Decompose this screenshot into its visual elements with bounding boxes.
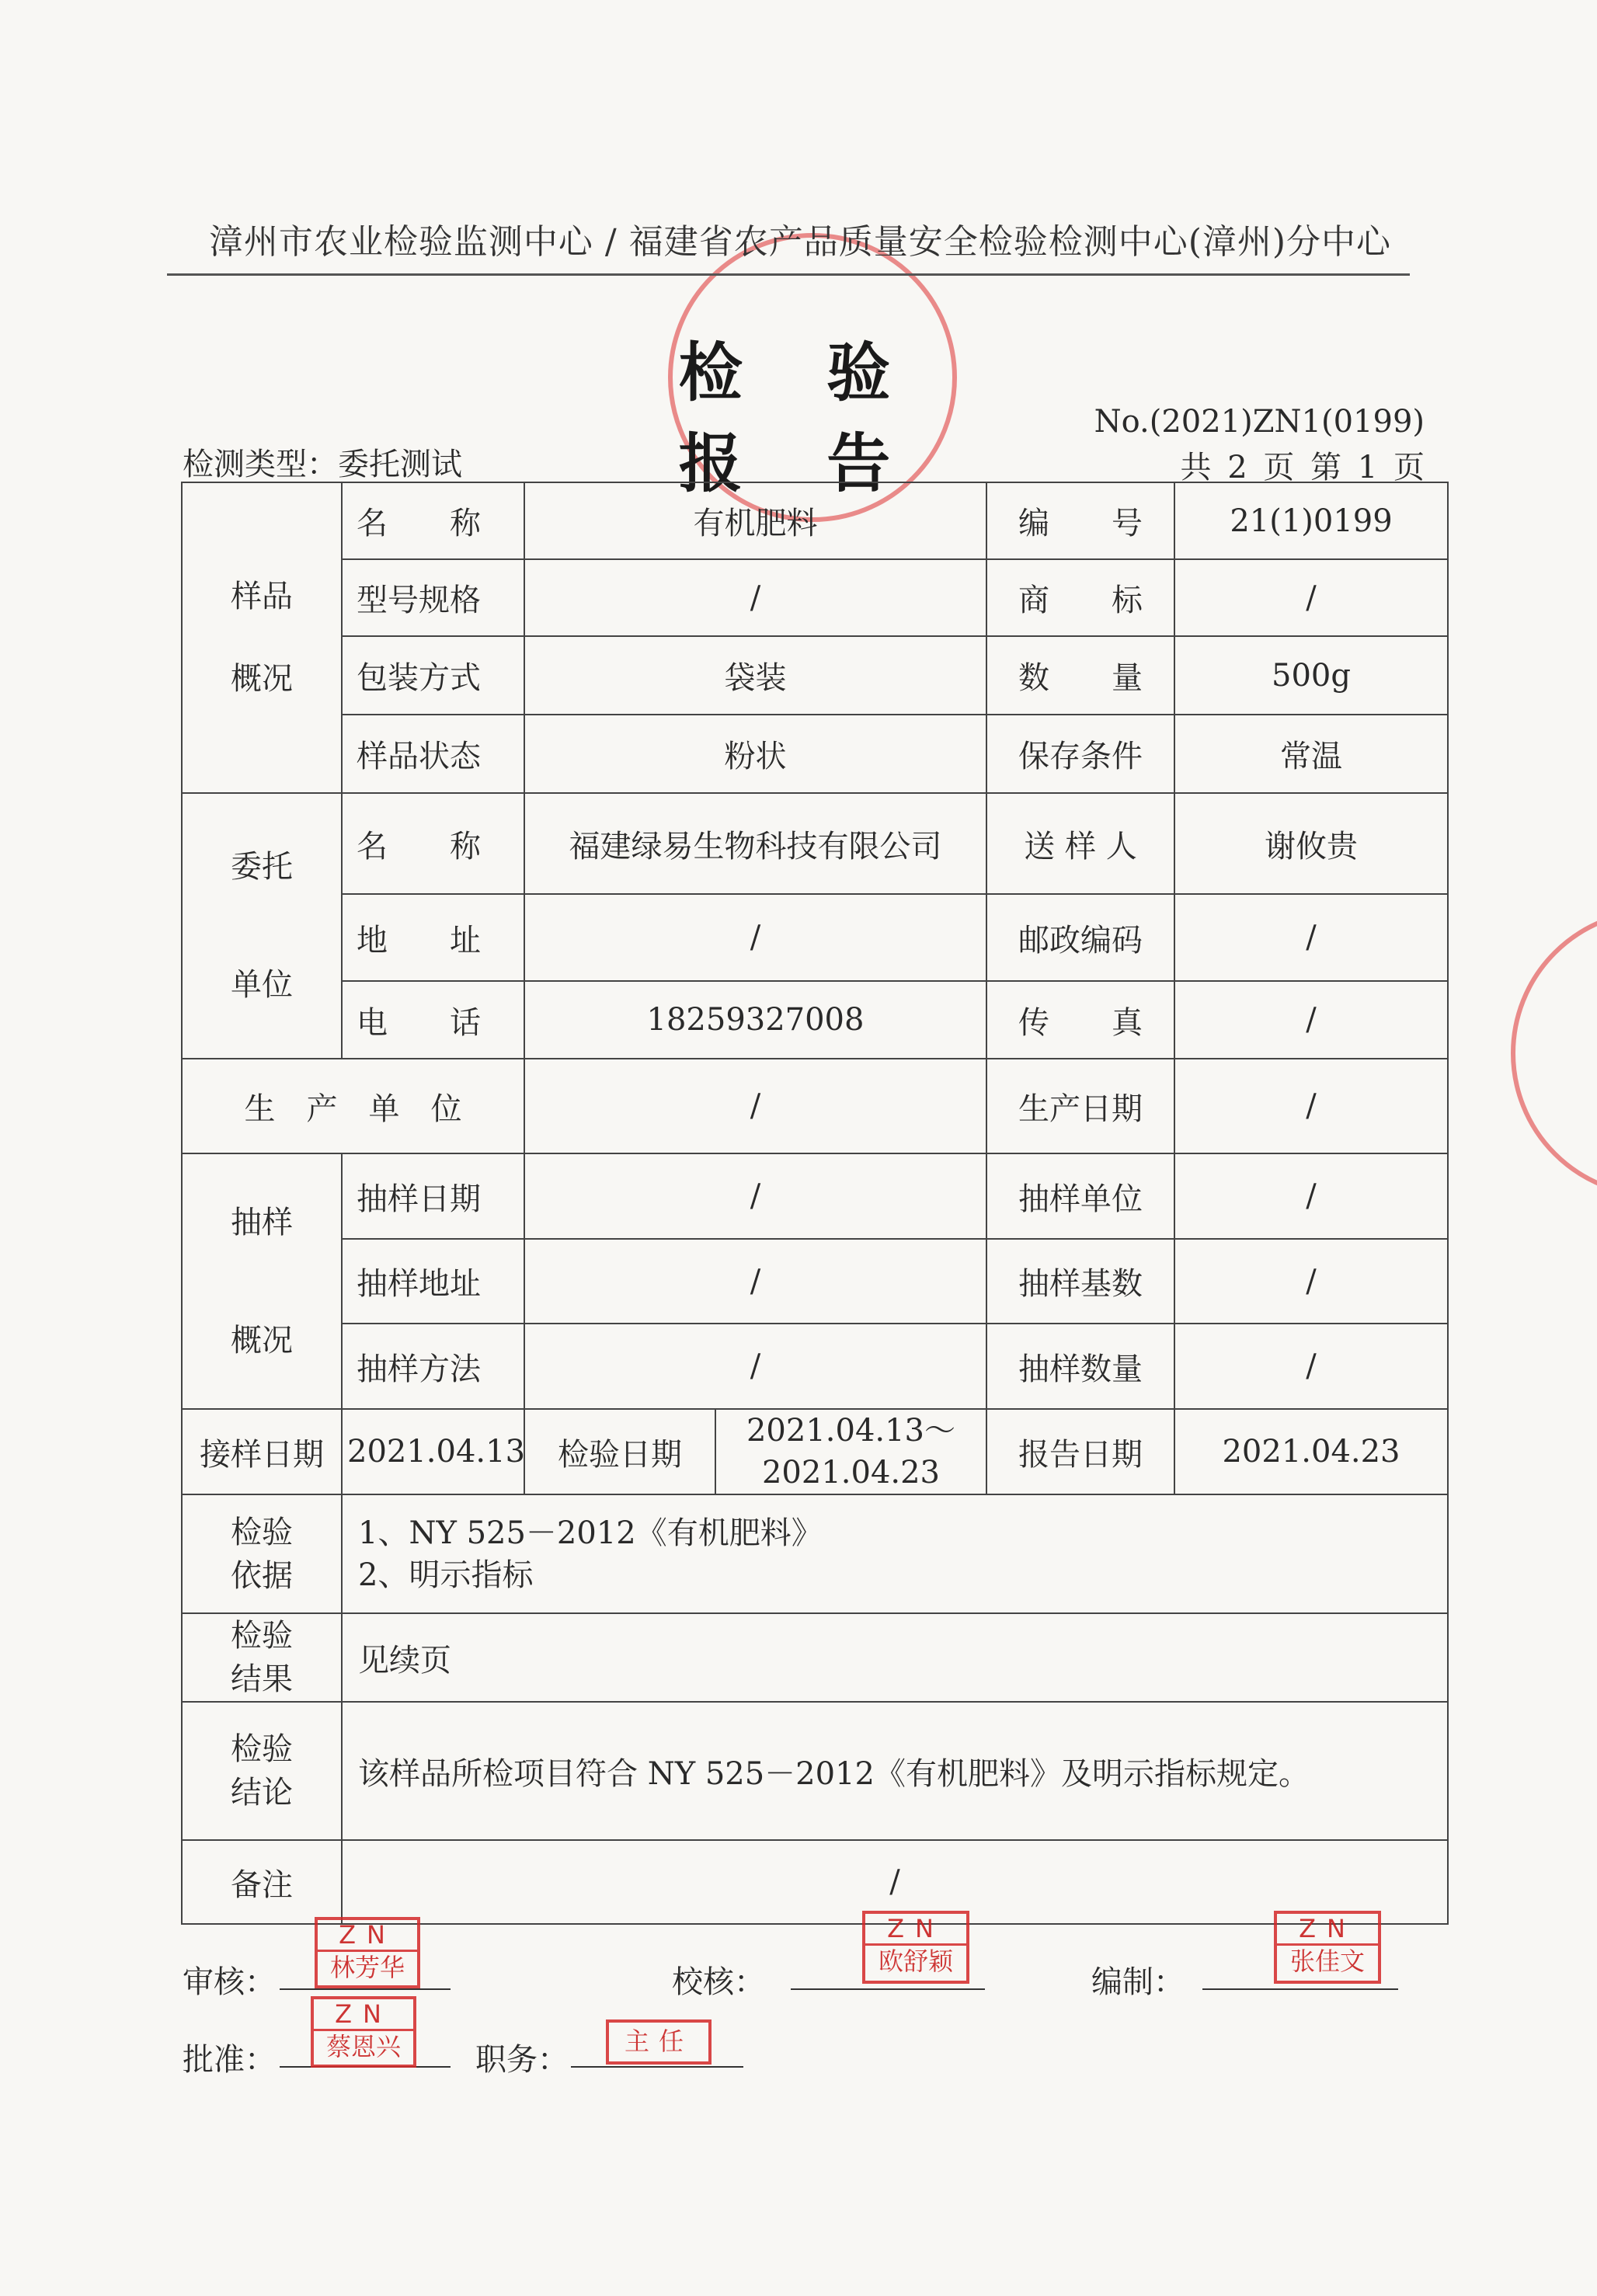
phone-value: 18259327008 bbox=[524, 981, 986, 1059]
sampling-method-label: 抽样方法 bbox=[342, 1324, 524, 1409]
fax-label: 传 真 bbox=[986, 981, 1174, 1059]
basis-label: 检验 依据 bbox=[182, 1494, 342, 1613]
reviewer-stamp: ZN 林芳华 bbox=[315, 1917, 420, 1988]
production-unit-label: 生 产 单 位 bbox=[182, 1059, 524, 1153]
address-value: / bbox=[524, 894, 986, 981]
brand-label: 商 标 bbox=[986, 559, 1174, 636]
checker-stamp: ZN 欧舒颖 bbox=[862, 1911, 969, 1984]
sample-no: 21(1)0199 bbox=[1174, 482, 1448, 559]
test-type: 检测类型：委托测试 bbox=[183, 447, 462, 482]
official-seal-edge bbox=[1511, 909, 1597, 1198]
conclusion-label: 检验 结论 bbox=[182, 1702, 342, 1840]
compile-line bbox=[1202, 1988, 1398, 1990]
production-date-label: 生产日期 bbox=[986, 1059, 1174, 1153]
report-date-label: 报告日期 bbox=[986, 1409, 1174, 1494]
sampling-address-value: / bbox=[524, 1239, 986, 1324]
quantity-value: 500g bbox=[1174, 636, 1448, 715]
receive-date-label: 接样日期 bbox=[182, 1409, 342, 1494]
sampling-unit-value: / bbox=[1174, 1153, 1448, 1239]
check-line bbox=[791, 1988, 985, 1990]
conclusion-content: 该样品所检项目符合 NY 525－2012《有机肥料》及明示指标规定。 bbox=[342, 1702, 1448, 1840]
client-name: 福建绿易生物科技有限公司 bbox=[524, 793, 986, 894]
brand-value: / bbox=[1174, 559, 1448, 636]
packing-value: 袋装 bbox=[524, 636, 986, 715]
quantity-label: 数 量 bbox=[986, 636, 1174, 715]
sampling-base-value: / bbox=[1174, 1239, 1448, 1324]
test-date-label: 检验日期 bbox=[524, 1409, 715, 1494]
basis-content: 1、NY 525－2012《有机肥料》 2、明示指标 bbox=[342, 1494, 1448, 1613]
org-header: 漳州市农业检验监测中心 / 福建省农产品质量安全检验检测中心(漳州)分中心 bbox=[208, 222, 1392, 262]
report-table bbox=[181, 482, 1449, 1925]
sampling-base-label: 抽样基数 bbox=[986, 1239, 1174, 1324]
state-value: 粉状 bbox=[524, 715, 986, 793]
storage-value: 常温 bbox=[1174, 715, 1448, 793]
model-value: / bbox=[524, 559, 986, 636]
sample-name: 有机肥料 bbox=[524, 482, 986, 559]
result-content: 见续页 bbox=[342, 1613, 1448, 1702]
test-date-value: 2021.04.13～ 2021.04.23 bbox=[715, 1409, 986, 1494]
sampling-qty-label: 抽样数量 bbox=[986, 1324, 1174, 1409]
production-date-value: / bbox=[1174, 1059, 1448, 1153]
postcode-value: / bbox=[1174, 894, 1448, 981]
receive-date-value: 2021.04.13 bbox=[342, 1409, 524, 1494]
position-label: 职务： bbox=[475, 2042, 569, 2078]
client-group-label: 委托 单位 bbox=[182, 793, 342, 1059]
postcode-label: 邮政编码 bbox=[986, 894, 1174, 981]
sample-group-label: 样品 概况 bbox=[182, 482, 342, 793]
sampling-address-label: 抽样地址 bbox=[342, 1239, 524, 1324]
remark-content: / bbox=[342, 1840, 1448, 1924]
fax-value: / bbox=[1174, 981, 1448, 1059]
report-number: No.(2021)ZN1(0199) bbox=[1094, 404, 1425, 440]
remark-label: 备注 bbox=[182, 1840, 342, 1924]
position-line bbox=[571, 2066, 743, 2068]
storage-label: 保存条件 bbox=[986, 715, 1174, 793]
production-unit-value: / bbox=[524, 1059, 986, 1153]
result-label: 检验 结果 bbox=[182, 1613, 342, 1702]
compiler-stamp: ZN 张佳文 bbox=[1274, 1911, 1381, 1984]
sampling-method-value: / bbox=[524, 1324, 986, 1409]
sample-name-label: 名 称 bbox=[342, 482, 524, 559]
sample-no-label: 编 号 bbox=[986, 482, 1174, 559]
address-label: 地 址 bbox=[342, 894, 524, 981]
compile-label: 编制： bbox=[1091, 1964, 1185, 2000]
position-stamp: 主任 bbox=[606, 2019, 712, 2065]
review-label: 审核： bbox=[183, 1964, 276, 2000]
sampling-date-value: / bbox=[524, 1153, 986, 1239]
review-line bbox=[280, 1988, 451, 1990]
client-name-label: 名 称 bbox=[342, 793, 524, 894]
phone-label: 电 话 bbox=[342, 981, 524, 1059]
sampling-unit-label: 抽样单位 bbox=[986, 1153, 1174, 1239]
model-label: 型号规格 bbox=[342, 559, 524, 636]
header-divider bbox=[167, 273, 1410, 276]
sender-value: 谢攸贵 bbox=[1174, 793, 1448, 894]
report-date-value: 2021.04.23 bbox=[1174, 1409, 1448, 1494]
sampling-date-label: 抽样日期 bbox=[342, 1153, 524, 1239]
report-title: 检 验 报 告 bbox=[678, 336, 922, 501]
sender-label: 送 样 人 bbox=[986, 793, 1174, 894]
sampling-qty-value: / bbox=[1174, 1324, 1448, 1409]
approver-stamp: ZN 蔡恩兴 bbox=[311, 1996, 416, 2068]
page-count: 共 2 页 第 1 页 bbox=[1180, 450, 1425, 485]
packing-label: 包装方式 bbox=[342, 636, 524, 715]
check-label: 校核： bbox=[672, 1964, 765, 2000]
approve-label: 批准： bbox=[183, 2042, 276, 2078]
state-label: 样品状态 bbox=[342, 715, 524, 793]
sampling-group-label: 抽样 概况 bbox=[182, 1153, 342, 1409]
